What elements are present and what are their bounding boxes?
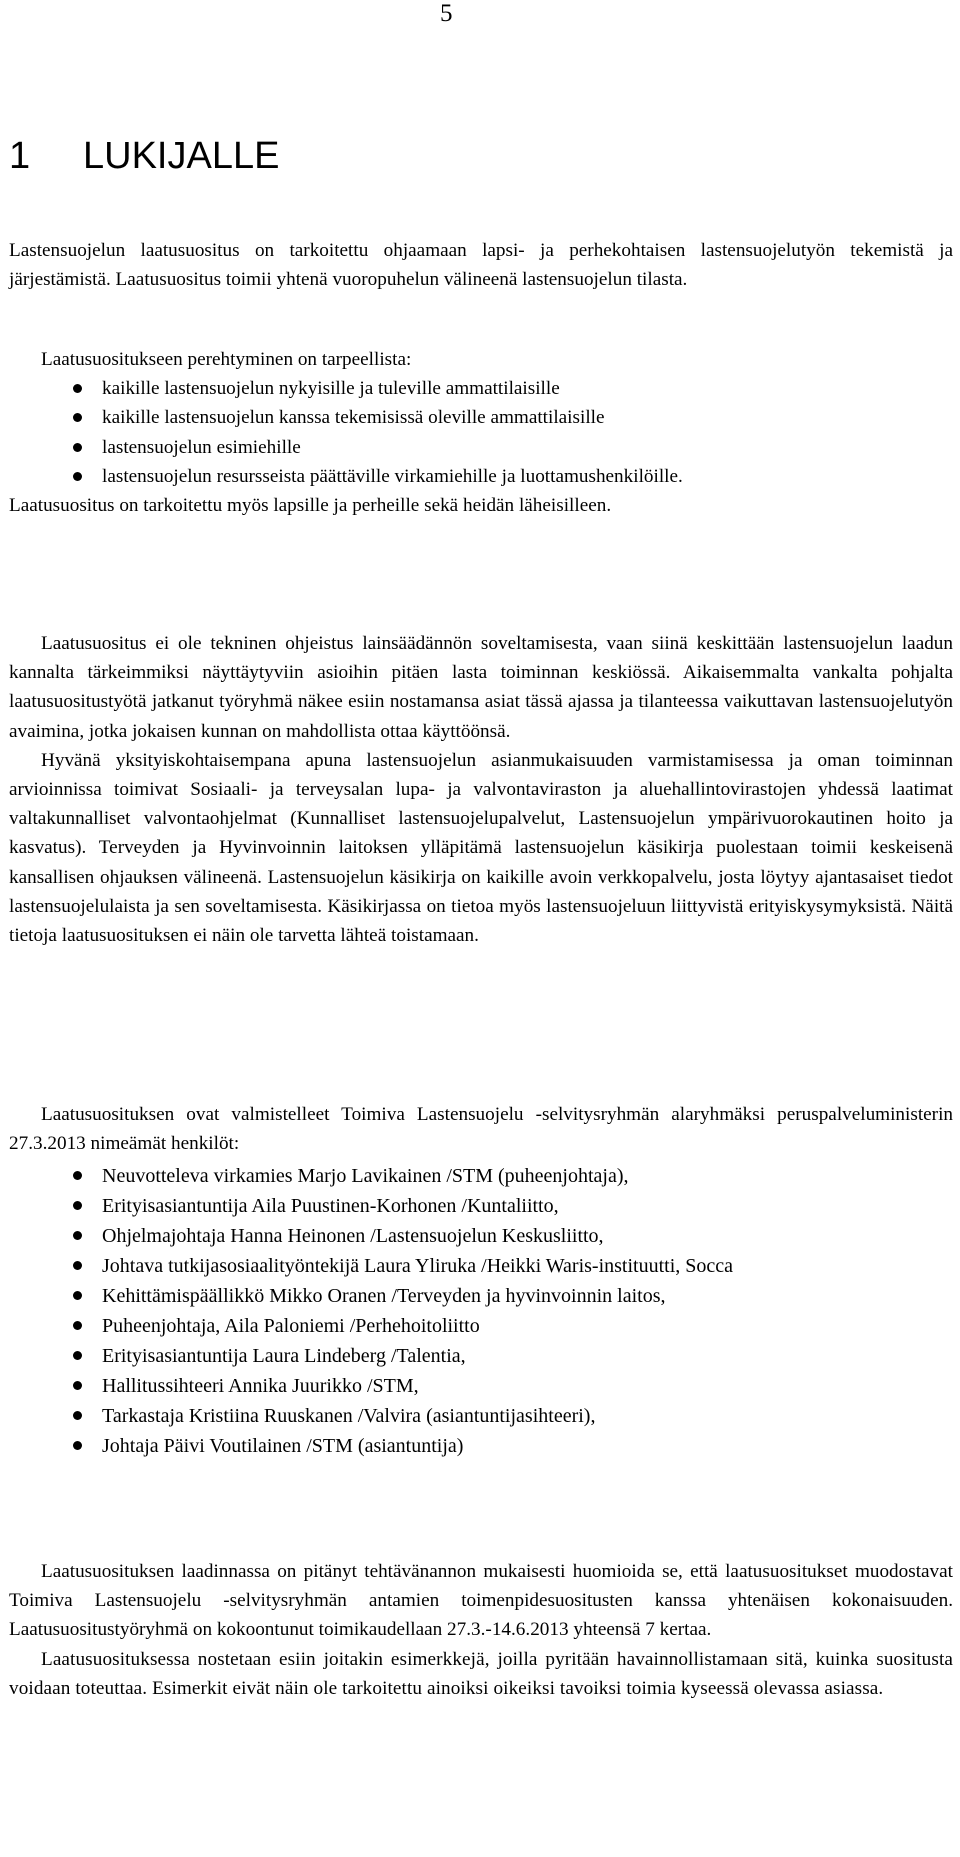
bullet-icon [73,1441,82,1450]
body-section [9,629,953,950]
bullet-icon [73,1411,82,1420]
closing-paragraph-process: Laatusuosituksen laadinnassa on pitänyt tehtävänannon mukaisesti huomioida se, että laatusuositukset muodostavat Toimiva Lastensuojelu -selvitysryhmän antamien toimenpidesuositusten kanssa yhtenäisen kokonaisuuden. Laatusuositustyöryhmä on kokoontunut toimikaudellaan 27.3.-14.6.2013 yhteensä 7 kertaa. [9,1561,953,1641]
list-item: Hallitussihteeri Annika Juurikko /STM, [9,1371,953,1401]
audience-tail: Laatusuositus on tarkoitettu myös lapsille ja perheille sekä heidän läheisilleen. [9,495,612,517]
list-item: kaikille lastensuojelun kanssa tekemisissä oleville ammattilaisille [9,403,953,432]
chapter-heading [9,134,279,178]
closing-section [9,1557,953,1703]
chapter-number: 1 [9,135,31,177]
bullet-icon [73,1201,82,1210]
audience-list [9,374,953,491]
members-list [9,1161,953,1461]
page-number: 5 [440,0,453,27]
list-item: Ohjelmajohtaja Hanna Heinonen /Lastensuojelun Keskusliitto, [9,1221,953,1251]
body-paragraph-resources: Hyvänä yksityiskohtaisempana apuna lastensuojelun asianmukaisuuden varmistamisessa ja oman toiminnan arvioinnissa toimivat Sosiaali- ja terveysalan lupa- ja valvontaviraston ja aluehallintovirastojen yhdessä laatimat valtakunnalliset valvontaohjelmat (Kunnalliset lastensuojelupalvelut, Lastensuojelun ympärivuorokautinen hoito ja kasvatus). Terveyden ja Hyvinvoinnin laitoksen ylläpitämä lastensuojelun käsikirja puolestaan toimii keskeisenä kansallisen ohjauksen välineenä. Lastensuojelun käsikirja on kaikille avoin verkkopalvelu, josta löytyy ajantasaiset tiedot lastensuojelulaista ja sen soveltamisesta. Käsikirjassa on tietoa myös lastensuojeluun liittyvistä erityiskysymyksistä. Näitä tietoja laatusuosituksen ei näin ole tarvetta lähteä toistamaan. [9,749,953,947]
bullet-icon [73,1291,82,1300]
bullet-icon [73,443,82,452]
intro-paragraph: Lastensuojelun laatusuositus on tarkoitettu ohjaamaan lapsi- ja perhekohtaisen lastensuojelutyön tekemistä ja järjestämistä. Laatusuositus toimii yhtenä vuoropuhelun välineenä lastensuojelun tilasta. [9,240,953,291]
list-item: Erityisasiantuntija Laura Lindeberg /Talentia, [9,1341,953,1371]
members-lead: Laatusuosituksen ovat valmistelleet Toimiva Lastensuojelu -selvitysryhmän alaryhmäksi peruspalveluministerin 27.3.2013 nimeämät henkilöt: [9,1104,953,1155]
list-item: lastensuojelun esimiehille [9,433,953,462]
bullet-icon [73,1231,82,1240]
bullet-icon [73,1351,82,1360]
bullet-icon [73,1381,82,1390]
bullet-icon [73,472,82,481]
list-item: Kehittämispäällikkö Mikko Oranen /Terveyden ja hyvinvoinnin laitos, [9,1281,953,1311]
members-list-section [9,1161,953,1461]
list-item: Tarkastaja Kristiina Ruuskanen /Valvira (asiantuntijasihteeri), [9,1401,953,1431]
list-item: Johtava tutkijasosiaalityöntekijä Laura Yliruka /Heikki Waris-instituutti, Socca [9,1251,953,1281]
list-item: kaikille lastensuojelun nykyisille ja tuleville ammattilaisille [9,374,953,403]
list-item: Erityisasiantuntija Aila Puustinen-Korhonen /Kuntaliitto, [9,1191,953,1221]
bullet-icon [73,1261,82,1270]
list-item: Puheenjohtaja, Aila Paloniemi /Perhehoitoliitto [9,1311,953,1341]
list-item: Johtaja Päivi Voutilainen /STM (asiantuntija) [9,1431,953,1461]
bullet-icon [73,1171,82,1180]
chapter-title: LUKIJALLE [83,135,280,177]
body-paragraph-scope: Laatusuositus ei ole tekninen ohjeistus lainsäädännön soveltamisesta, vaan siinä keskittään lastensuojelun laadun kannalta tärkeimmiksi näyttäytyviin asioihin pitäen lasta toiminnan keskiössä. Aikaisemmalta vankalta pohjalta laatusuositustyötä jatkanut työryhmä näkee esiin nostamansa asiat tässä ajassa ja tilanteessa vaikuttavan lastensuojelutyön avaimina, jotka jokaisen kunnan on mahdollista ottaa käyttöönsä. [9,633,953,742]
bullet-icon [73,384,82,393]
audience-lead: Laatusuositukseen perehtyminen on tarpeellista: [41,349,412,370]
members-section [9,1100,953,1158]
bullet-icon [73,1321,82,1330]
audience-section [9,345,953,520]
bullet-icon [73,413,82,422]
closing-paragraph-examples: Laatusuosituksessa nostetaan esiin joitakin esimerkkejä, joilla pyritään havainnollistamaan sitä, kuinka suositusta voidaan toteuttaa. Esimerkit eivät näin ole tarkoitettu ainoiksi oikeiksi tavoiksi toimia kyseessä olevassa asiassa. [9,1648,953,1699]
list-item: lastensuojelun resursseista päättäville virkamiehille ja luottamushenkilöille. [9,462,953,491]
intro-section [9,236,953,294]
list-item: Neuvotteleva virkamies Marjo Lavikainen /STM (puheenjohtaja), [9,1161,953,1191]
